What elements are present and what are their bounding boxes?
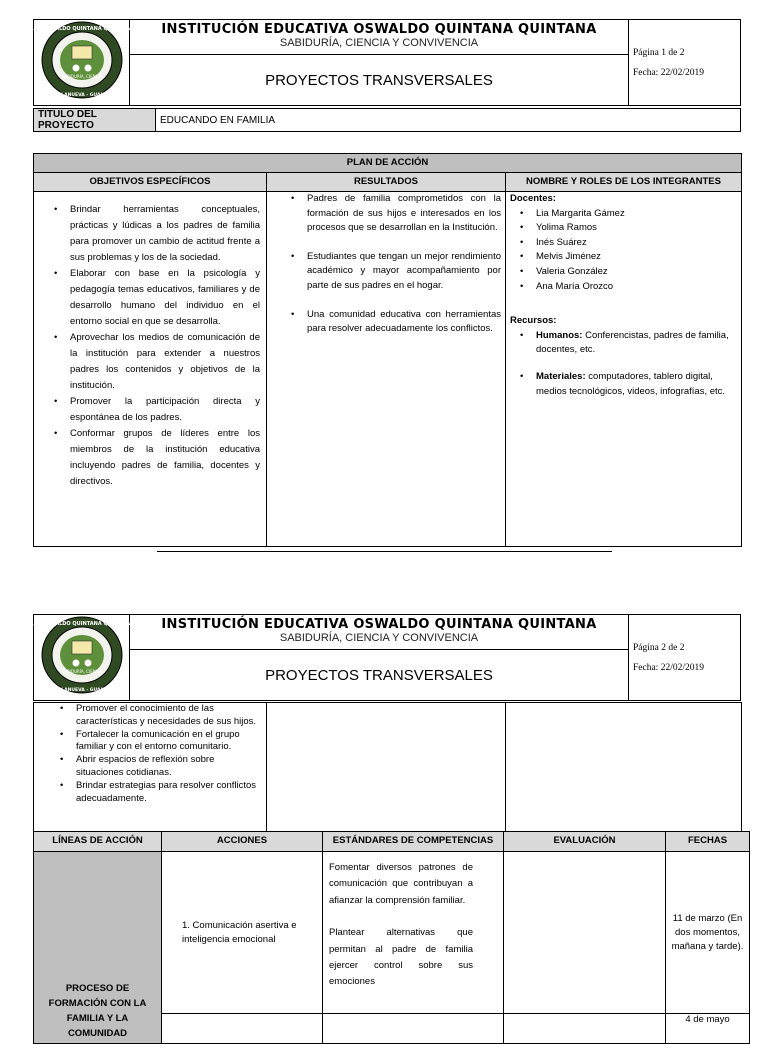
result-item: • Estudiantes que tengan un mejor rendimiento académico y mayor acompañamiento por parte de sus padres en el hogar. — [281, 250, 501, 294]
objective-item: • Aprovechar los medios de comunicación de la institución para extender a nuestros padres los contenidos y objetivos de la institución. — [44, 330, 260, 394]
col-dates-header: FECHAS — [666, 832, 750, 852]
action-item-empty — [162, 1014, 323, 1044]
teachers-label: Docentes: — [510, 193, 556, 204]
svg-text:SABIDURÍA, CIENCIA: SABIDURÍA, CIENCIA — [61, 669, 102, 674]
col-evaluation-header: EVALUACIÓN — [504, 832, 666, 852]
logo-cell — [30, 20, 133, 106]
col-actions-header: ACCIONES — [162, 832, 323, 852]
document-date: Fecha: 22/02/2019 — [633, 67, 704, 78]
action-plan-table — [33, 153, 741, 547]
continued-results-cell — [267, 703, 506, 833]
page-meta — [629, 615, 741, 701]
resource-materials: • Materiales: computadores, tablero digital, medios tecnológicos, videos, infografías, etc. — [510, 370, 737, 399]
col-results-header: RESULTADOS — [267, 173, 506, 192]
page-2-header — [30, 614, 741, 698]
action-line-name: PROCESO DE FORMACIÓN CON LA FAMILIA Y LA COMUNIDAD — [34, 852, 162, 1044]
svg-text:I.E. OSWALDO QUINTANA QUINTANA: I.E. OSWALDO QUINTANA QUINTANA — [30, 26, 133, 32]
teacher-item: • Yolima Ramos — [510, 221, 737, 236]
standard-cell-empty — [323, 1014, 504, 1044]
objective-item: • Elaborar con base en la psicología y pedagogía temas educativos, familiares y de desarrollo humano del individuo en el entorno social en que se desarrolla. — [44, 266, 260, 330]
page-meta — [629, 20, 741, 106]
objective-item: • Abrir espacios de reflexión sobre situaciones cotidianas. — [50, 754, 262, 780]
action-item: 1. Comunicación asertiva e inteligencia emocional — [162, 852, 323, 1014]
page-1-header — [30, 19, 741, 103]
objective-item: • Fortalecer la comunicación en el grupo familiar y con el entorno comunitario. — [50, 729, 262, 755]
objective-item: • Brindar herramientas conceptuales, prácticas y lúdicas a los padres de familia para promover un cambio de actitud frente a sus problemas y los de la sociedad. — [44, 202, 260, 266]
resources-label: Recursos: — [510, 315, 557, 327]
standard-item: Plantear alternativas que permitan al padre de familia ejercer control sobre sus emociones — [329, 927, 473, 988]
continued-plan-table — [33, 702, 741, 833]
objectives-cell — [34, 192, 267, 547]
col-standards-header: ESTÁNDARES DE COMPETENCIAS — [323, 832, 504, 852]
objective-item: • Brindar estrategias para resolver conflictos adecuadamente. — [50, 780, 262, 806]
objective-item: • Promover la participación directa y espontánea de los padres. — [44, 394, 260, 426]
col-members-header: NOMBRE Y ROLES DE LOS INTEGRANTES — [506, 173, 742, 192]
svg-text:SABIDURÍA, CIENCIA: SABIDURÍA, CIENCIA — [61, 74, 102, 79]
result-item: • Una comunidad educativa con herramientas para resolver adecuadamente los conflictos. — [281, 308, 501, 337]
continued-members-cell — [506, 703, 742, 833]
teacher-item: • Ana María Orozco — [510, 280, 737, 295]
members-cell — [506, 192, 742, 547]
school-logo-icon — [30, 20, 133, 100]
institution-name: INSTITUCIÓN EDUCATIVA OSWALDO QUINTANA QUINTANA — [161, 617, 597, 632]
logo-cell — [30, 615, 133, 701]
svg-text:I.E. OSWALDO QUINTANA QUINTANA: I.E. OSWALDO QUINTANA QUINTANA — [30, 621, 133, 627]
svg-text:VILLANUEVA - GUAJIRA: VILLANUEVA - GUAJIRA — [52, 93, 111, 98]
program-title: PROYECTOS TRANSVERSALES — [130, 55, 629, 106]
document-date: Fecha: 22/02/2019 — [633, 662, 704, 673]
school-logo-icon — [30, 615, 133, 695]
teacher-item: • Valeria González — [510, 265, 737, 280]
action-lines-table — [33, 831, 749, 1044]
objective-item: • Promover el conocimiento de las características y necesidades de sus hijos. — [50, 703, 262, 729]
continued-objectives-cell — [34, 703, 267, 833]
project-title-value: EDUCANDO EN FAMILIA — [156, 109, 741, 132]
col-objectives-header: OBJETIVOS ESPECÍFICOS — [34, 173, 267, 192]
page-number: Página 2 de 2 — [633, 642, 685, 653]
institution-title-cell — [130, 20, 629, 55]
project-title-row — [33, 108, 741, 131]
program-title: PROYECTOS TRANSVERSALES — [130, 650, 629, 701]
teacher-item: • Inés Suárez — [510, 236, 737, 251]
col-lines-header: LÍNEAS DE ACCIÓN — [34, 832, 162, 852]
page-number: Página 1 de 2 — [633, 47, 685, 58]
objective-item: • Conformar grupos de líderes entre los miembros de la institución educativa incluyendo padres de familia, docentes y directivos. — [44, 426, 260, 490]
teacher-item: • Melvis Jiménez — [510, 250, 737, 265]
teacher-item: • Lia Margarita Gámez — [510, 207, 737, 222]
institution-motto: SABIDURÍA, CIENCIA Y CONVIVENCIA — [279, 37, 479, 49]
institution-title-cell — [130, 615, 629, 650]
standard-cell — [323, 852, 504, 1014]
date-item: 11 de marzo (En dos momentos, mañana y tarde). — [666, 852, 750, 1014]
plan-title: PLAN DE ACCIÓN — [34, 154, 742, 173]
result-item: • Padres de familia comprometidos con la formación de sus hijos e interesados en los procesos que se desarrollan en la Institución. — [281, 192, 501, 236]
evaluation-cell-empty — [504, 1014, 666, 1044]
institution-name: INSTITUCIÓN EDUCATIVA OSWALDO QUINTANA QUINTANA — [161, 22, 597, 37]
date-item: 4 de mayo — [666, 1014, 750, 1044]
institution-motto: SABIDURÍA, CIENCIA Y CONVIVENCIA — [279, 632, 479, 644]
page-divider — [157, 551, 612, 552]
standard-item: Fomentar diversos patrones de comunicación que contribuyan a afianzar la comprensión familiar. — [329, 862, 473, 906]
results-cell — [267, 192, 506, 547]
project-title-label: TITULO DEL PROYECTO — [34, 109, 156, 132]
resource-human: • Humanos: Conferencistas, padres de familia, docentes, etc. — [510, 329, 737, 358]
svg-text:VILLANUEVA - GUAJIRA: VILLANUEVA - GUAJIRA — [52, 688, 111, 693]
evaluation-cell — [504, 852, 666, 1014]
